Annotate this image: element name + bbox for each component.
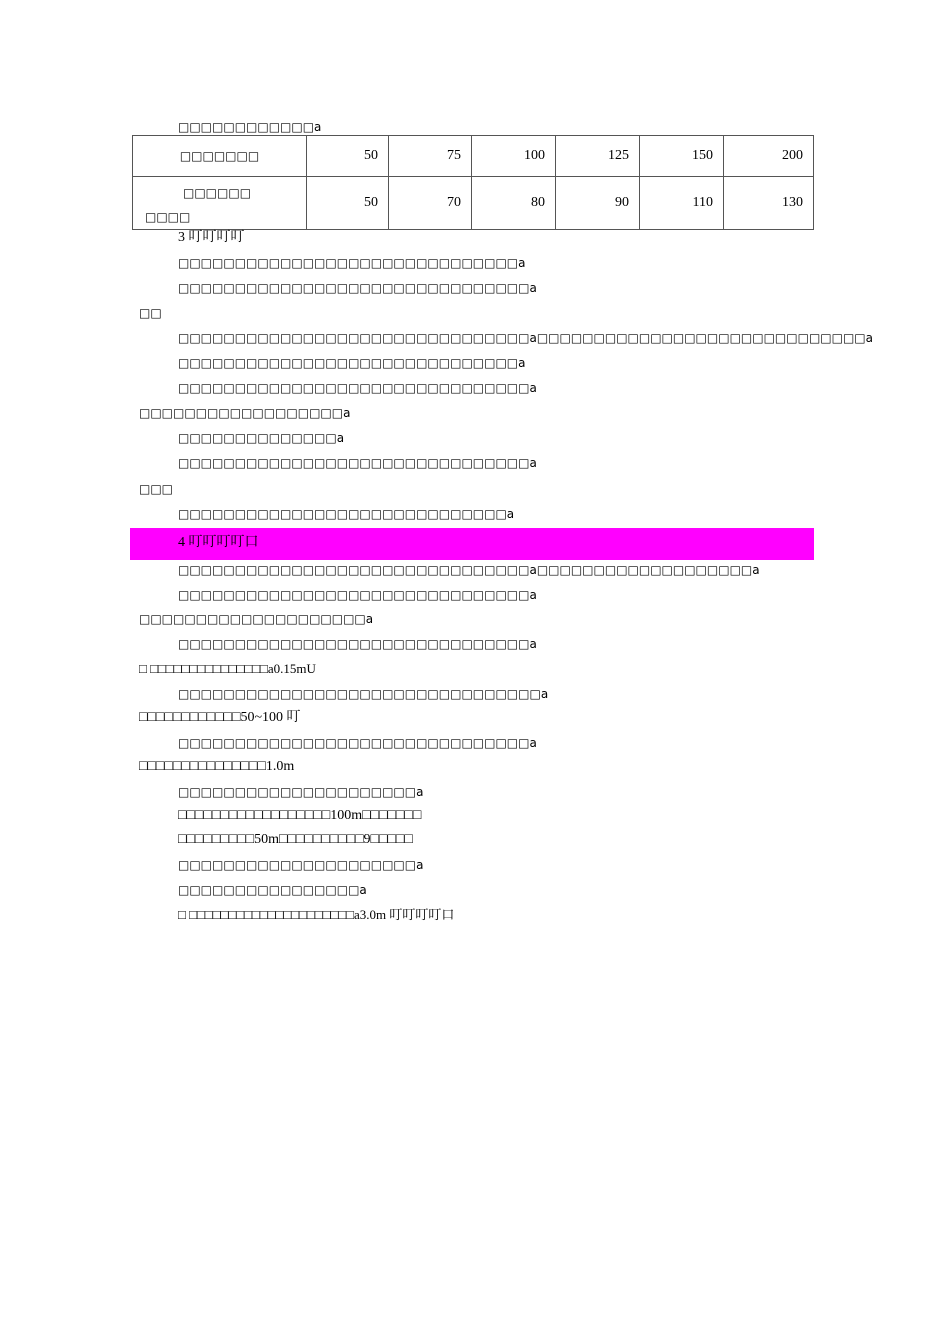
text-line: □□□□□□□□□□□□50~100 叮 <box>139 710 301 725</box>
text-line: □□□□□□□□□□□□□□□□a <box>178 883 367 897</box>
table-cell: 150 <box>640 136 724 177</box>
spec-table <box>132 135 814 230</box>
row-label-line-2: □□□□ <box>145 210 191 224</box>
text-line: □□□□□□□□□50m□□□□□□□□□□9□□□□□ <box>178 832 413 847</box>
text-line: □□□□□□□□□□□□□□□□□□□□□□□□□□□□□□□a□□□□□□□□□□□□□□□□□□□a <box>178 563 760 577</box>
table-cell: 50 <box>307 136 389 177</box>
table-cell: 90 <box>556 177 640 230</box>
text-line: □□□□□□□□□□□□□□□□□□□□□□□□□□□□□□□□a <box>178 687 549 701</box>
table-cell: 110 <box>640 177 724 230</box>
text-line: □ □□□□□□□□□□□□□□□□□□□□□a3.0m 叮叮叮叮口 <box>178 907 455 922</box>
text-line: □□□ <box>139 482 174 496</box>
table-row <box>133 136 814 177</box>
text-line: □□□□□□□□□□□□□□□□□□□□□□□□□□□□□□a <box>178 256 526 270</box>
row-label: □□□□□□□ <box>133 136 307 177</box>
text-line: □□□□□□□□□□□□□□□□□□□□a <box>139 612 374 626</box>
text-line: □□□□□□□□□□□□□□□□□□□□□□□□□□□□□□□a <box>178 736 537 750</box>
text-line: □□□□□□□□□□□□□□□□□□□□□□□□□□□□□□□a <box>178 588 537 602</box>
text-line: □□□□□□□□□□□□□□a <box>178 431 345 445</box>
table-cell: 125 <box>556 136 640 177</box>
text-line: □□□□□□□□□□□□□□□□□□□□□□□□□□□□□□□a <box>178 381 537 395</box>
table-caption: □□□□□□□□□□□□a <box>178 120 322 134</box>
row-label-line-1: □□□□□□ <box>183 186 252 200</box>
text-line: □□□□□□□□□□□□□□□□□□□□□a <box>178 785 424 799</box>
text-line: □□□□□□□□□□□□□□□1.0m <box>139 759 295 774</box>
text-line: □□□□□□□□□□□□□□□□□□100m□□□□□□□ <box>178 808 422 823</box>
text-line: □□□□□□□□□□□□□□□□□□a <box>139 406 351 420</box>
text-line: □□□□□□□□□□□□□□□□□□□□□□□□□□□□□□□a <box>178 281 537 295</box>
table-cell: 80 <box>472 177 556 230</box>
section-3-heading: 3 叮叮叮叮 <box>178 230 245 245</box>
text-line: □□□□□□□□□□□□□□□□□□□□□□□□□□□□□□a <box>178 356 526 370</box>
table-cell: 100 <box>472 136 556 177</box>
text-line: □□□□□□□□□□□□□□□□□□□□□□□□□□□□□□□a <box>178 456 537 470</box>
text-line: □ □□□□□□□□□□□□□□□a0.15mU <box>139 661 316 676</box>
table-cell: 200 <box>724 136 814 177</box>
row-label <box>133 177 307 230</box>
text-line: □□□□□□□□□□□□□□□□□□□□□□□□□□□□□□□a□□□□□□□□□□□□□□□□□□□□□□□□□□□□□a <box>178 331 873 345</box>
text-line: □□□□□□□□□□□□□□□□□□□□□a <box>178 858 424 872</box>
table-cell: 130 <box>724 177 814 230</box>
section-4-heading: 4 叮叮叮叮口 <box>178 535 259 550</box>
text-line: □□□□□□□□□□□□□□□□□□□□□□□□□□□□□a <box>178 507 515 521</box>
table-cell: 50 <box>307 177 389 230</box>
table-cell: 70 <box>389 177 472 230</box>
text-line: □□ <box>139 306 162 320</box>
table-cell: 75 <box>389 136 472 177</box>
table-row <box>133 177 814 230</box>
text-line: □□□□□□□□□□□□□□□□□□□□□□□□□□□□□□□a <box>178 637 537 651</box>
